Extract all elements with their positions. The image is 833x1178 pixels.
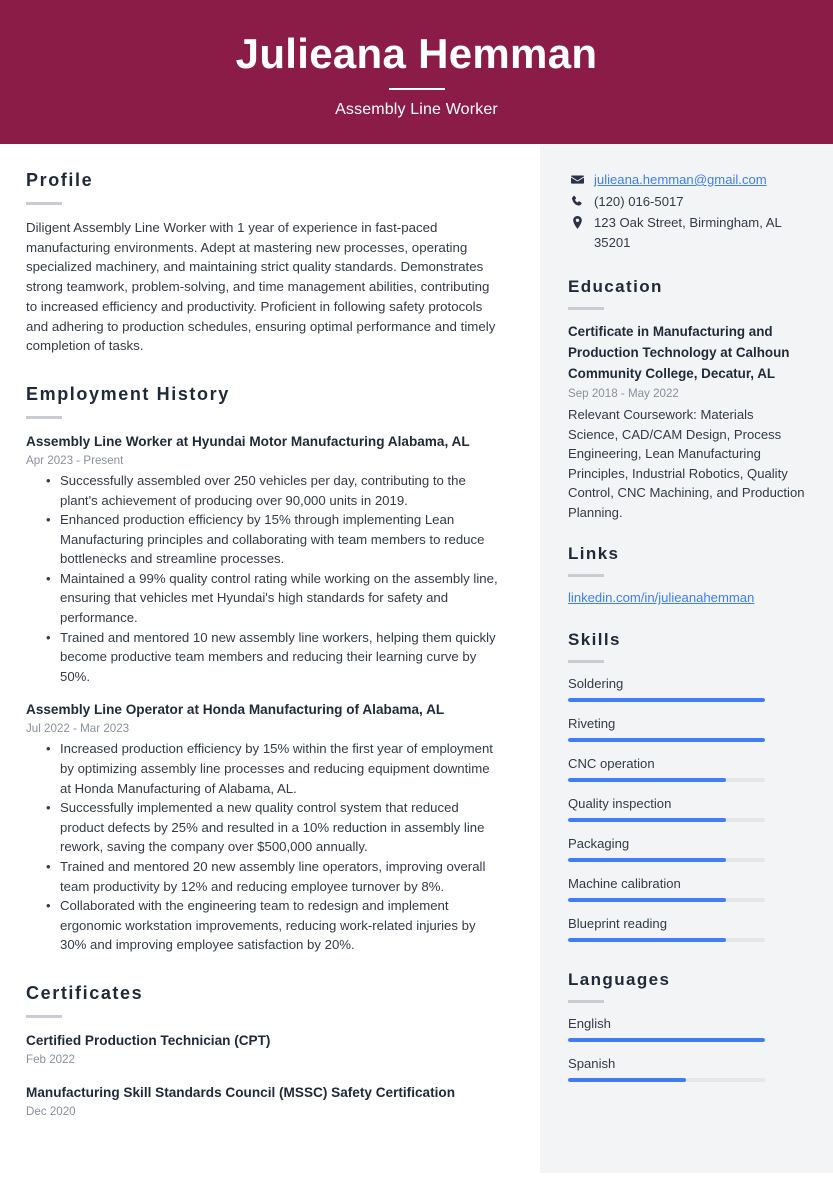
job-bullet: • Successfully implemented a new quality control system that reduced product defects by 25% and resulted in a 10% reduction in assembly line rework, saving the company over $500,000 annually. (60, 798, 502, 857)
skill-item (568, 794, 805, 822)
address-value: 123 Oak Street, Birmingham, AL 35201 (594, 215, 782, 250)
skill-bar-track (568, 778, 765, 782)
spacer (568, 608, 805, 630)
job-bullet: • Increased production efficiency by 15% within the first year of employment by optimizing assembly line processes and reducing equipment downtime at Honda Manufacturing of Alabama, AL. (60, 739, 502, 798)
job-bullet: • Enhanced production efficiency by 15% through implementing Lean Manufacturing principles and collaborating with team members to reduce bottlenecks and streamline processes. (60, 510, 502, 569)
languages-section (568, 970, 805, 1082)
skill-bar-fill (568, 818, 726, 822)
skill-bar-fill (568, 778, 726, 782)
links-heading-rule (568, 574, 604, 577)
spacer (26, 356, 502, 384)
certificate-title: Certified Production Technician (CPT) (26, 1032, 271, 1048)
skill-item (568, 754, 805, 782)
links-section (568, 544, 805, 608)
profile-heading: Profile (26, 170, 94, 190)
contact-item-email[interactable] (568, 170, 805, 190)
job-title: Assembly Line Worker at Hyundai Motor Manufacturing Alabama, AL (26, 433, 470, 449)
spacer (26, 955, 502, 983)
language-bar-fill (568, 1078, 686, 1082)
certificate-entry (26, 1083, 502, 1120)
spacer (568, 522, 805, 544)
language-bar-track (568, 1038, 765, 1042)
education-date: Sep 2018 - May 2022 (568, 387, 679, 400)
certificates-heading: Certificates (26, 982, 144, 1003)
skill-bar-track (568, 738, 765, 742)
job-title: Assembly Line Operator at Honda Manufacturing of Alabama, AL (26, 702, 445, 718)
skill-item (568, 834, 805, 862)
job-bullet: • Trained and mentored 10 new assembly line workers, helping them quickly become productive team members and reducing their learning curve by 50%. (60, 628, 502, 687)
education-heading-rule (568, 307, 604, 310)
language-bar-fill (568, 1038, 765, 1042)
job-bullet: • Collaborated with the engineering team to redesign and implement ergonomic workstation improvements, reducing work-related injuries by 30% and improving employee satisfaction by 20%. (60, 896, 502, 955)
skill-bar-fill (568, 698, 765, 702)
spacer (568, 942, 805, 970)
certificates-heading-rule (26, 1015, 62, 1018)
job-date: Jul 2022 - Mar 2023 (26, 722, 130, 736)
resume-body (0, 144, 833, 1178)
languages-heading: Languages (568, 970, 671, 989)
education-heading: Education (568, 277, 663, 296)
job-bullet: • Maintained a 99% quality control rating while working on the assembly line, ensuring that vehicles met Hyundai's high standards for safety and performance. (60, 569, 502, 628)
phone-value: (120) 016-5017 (594, 193, 684, 209)
skill-label: Quality inspection (568, 796, 672, 811)
profile-text: Diligent Assembly Line Worker with 1 year of experience in fast-paced manufacturing environments. Adept at mastering new processes, operating specialized machinery, and maintaining strict quality standards. Demonstrates strong teamwork, problem-solving, and time management abilities, contributing to increased efficiency and productivity. Proficient in following safety protocols and adhering to production schedules, ensuring optimal performance and timely completion of tasks. (26, 220, 496, 354)
main-column (0, 144, 540, 1135)
header-job-title: Assembly Line Worker (335, 100, 498, 118)
skill-bar-track (568, 698, 765, 702)
skill-label: Soldering (568, 676, 624, 691)
language-bar-track (568, 1078, 765, 1082)
job-bullets (26, 739, 502, 955)
skill-bar-track (568, 898, 765, 902)
certificate-entry (26, 1031, 502, 1068)
link-linkedin[interactable]: linkedin.com/in/julieanahemman (568, 590, 755, 605)
language-label: English (568, 1016, 611, 1031)
job-bullet: • Successfully assembled over 250 vehicles per day, contributing to the plant's achievement of producing over 90,000 units in 2019. (60, 471, 502, 510)
certificate-title: Manufacturing Skill Standards Council (MSSC) Safety Certification (26, 1084, 456, 1100)
skill-bar-fill (568, 898, 726, 902)
skill-bar-fill (568, 738, 765, 742)
skills-section (568, 630, 805, 942)
language-label: Spanish (568, 1056, 616, 1071)
certificate-date: Feb 2022 (26, 1052, 75, 1066)
education-description: Relevant Coursework: Materials Science, CAD/CAM Design, Process Engineering, Lean Manufacturing Principles, Industrial Robotics, Quality Control, CNC Machining, and Production Planning. (568, 407, 805, 520)
resume-header (0, 0, 833, 144)
skill-bar-fill (568, 938, 726, 942)
contact-list (568, 170, 805, 252)
skill-bar-track (568, 938, 765, 942)
employment-section (26, 384, 502, 955)
employment-heading: Employment History (26, 383, 230, 404)
location-pin-icon (568, 213, 586, 229)
job-bullet: • Trained and mentored 20 new assembly line operators, improving overall team productivity by 12% and reducing employee turnover by 8%. (60, 857, 502, 896)
language-item (568, 1054, 805, 1082)
skill-label: CNC operation (568, 756, 655, 771)
employment-heading-rule (26, 416, 62, 419)
job-date: Apr 2023 - Present (26, 453, 124, 467)
links-heading: Links (568, 544, 620, 563)
skill-bar-track (568, 858, 765, 862)
phone-icon (568, 192, 586, 208)
profile-heading-rule (26, 202, 62, 205)
skill-item (568, 674, 805, 702)
education-degree: Certificate in Manufacturing and Production Technology at Calhoun Community College, Decatur, AL (568, 324, 790, 381)
skill-label: Blueprint reading (568, 916, 667, 931)
skill-item (568, 874, 805, 902)
contact-item-address (568, 213, 805, 252)
job-entry (26, 700, 502, 955)
envelope-icon (568, 170, 586, 186)
education-section (568, 277, 805, 522)
skill-label: Packaging (568, 836, 630, 851)
skill-label: Riveting (568, 716, 616, 731)
contact-item-phone (568, 192, 805, 212)
skill-item (568, 914, 805, 942)
certificates-section (26, 983, 502, 1120)
skill-item (568, 714, 805, 742)
email-value[interactable]: julieana.hemman@gmail.com (594, 172, 767, 187)
header-divider (389, 88, 445, 90)
page-title: Julieana Hemman (235, 30, 598, 78)
languages-heading-rule (568, 1000, 604, 1003)
skill-bar-track (568, 818, 765, 822)
language-item (568, 1014, 805, 1042)
skill-label: Machine calibration (568, 876, 681, 891)
profile-section (26, 170, 502, 356)
skills-heading-rule (568, 660, 604, 663)
job-entry (26, 432, 502, 687)
skills-heading: Skills (568, 630, 621, 649)
job-bullets (26, 471, 502, 687)
certificate-date: Dec 2020 (26, 1104, 76, 1118)
sidebar-column (540, 144, 833, 1173)
skill-bar-fill (568, 858, 726, 862)
